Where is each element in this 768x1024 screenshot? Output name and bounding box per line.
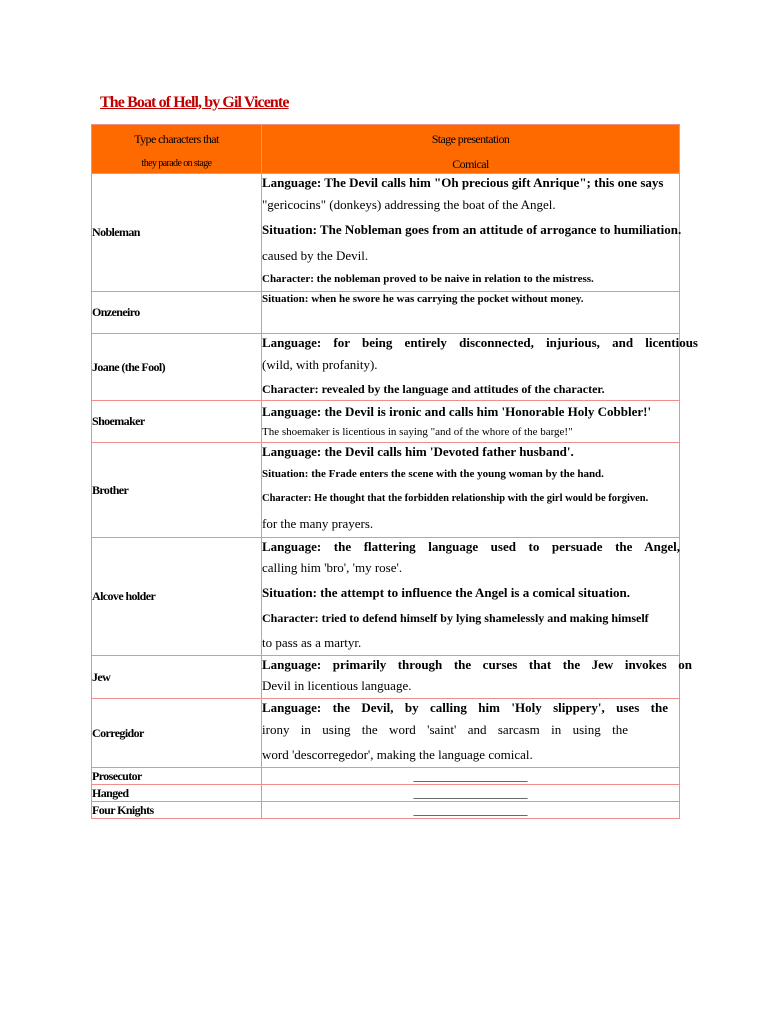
description-cell <box>262 334 698 401</box>
table-row-prosecutor <box>92 768 680 785</box>
table-row-jew <box>92 656 680 699</box>
description-line: word 'descorregedor', making the language comical. <box>262 747 533 762</box>
blank-line: ___________________ <box>262 768 680 785</box>
description-cell <box>262 174 680 292</box>
description-cell <box>262 538 680 656</box>
character-name: Hanged <box>92 785 262 802</box>
table-row-alcove-holder <box>92 538 680 656</box>
description-line: Character: the nobleman proved to be naive in relation to the mistress. <box>262 272 594 285</box>
table-header-row <box>92 125 680 174</box>
description-line: Language: the Devil, by calling him 'Holy slippery', uses the <box>262 700 668 715</box>
description-cell <box>262 656 692 699</box>
table-row-hanged <box>92 785 680 802</box>
description-line: "gericocins" (donkeys) addressing the boat of the Angel. <box>262 196 556 212</box>
character-name: Alcove holder <box>92 538 262 656</box>
table-row-joane <box>92 334 680 401</box>
description-line: Situation: the Frade enters the scene with the young woman by the hand. <box>262 468 604 480</box>
table-row-onzeneiro <box>92 292 680 334</box>
description-line: Situation: the attempt to influence the Angel is a comical situation. <box>262 584 630 600</box>
description-line: Character: tried to defend himself by lying shamelessly and making himself <box>262 610 649 625</box>
document-title: The Boat of Hell, by Gil Vicente <box>100 94 289 111</box>
table-row-shoemaker <box>92 401 680 443</box>
description-line: Language: The Devil calls him "Oh precious gift Anrique"; this one says <box>262 174 664 190</box>
character-name: Nobleman <box>92 174 262 292</box>
header-stage-cell <box>262 125 680 174</box>
header-characters-line1: Type characters that <box>134 132 219 146</box>
table-row-corregidor <box>92 699 680 768</box>
character-name: Shoemaker <box>92 401 262 443</box>
character-name: Prosecutor <box>92 768 262 785</box>
blank-line: ___________________ <box>262 802 680 819</box>
character-name: Brother <box>92 443 262 538</box>
description-line: Situation: when he swore he was carrying the pocket without money. <box>262 293 584 305</box>
characters-table <box>91 124 698 819</box>
description-line: Character: revealed by the language and attitudes of the character. <box>262 382 605 396</box>
table-row-brother <box>92 443 680 538</box>
table-row-four-knights <box>92 802 680 819</box>
description-line: Language: the Devil is ironic and calls him 'Honorable Holy Cobbler!' <box>262 403 652 419</box>
character-name: Onzeneiro <box>92 292 262 334</box>
header-characters-line2: they parade on stage <box>141 158 212 169</box>
description-line: for the many prayers. <box>262 516 374 531</box>
character-name: Jew <box>92 656 262 699</box>
description-cell <box>262 699 680 768</box>
blank-line: ___________________ <box>262 785 680 802</box>
description-cell <box>262 443 680 538</box>
description-line: (wild, with profanity). <box>262 357 378 372</box>
table-row-nobleman <box>92 174 680 292</box>
header-stage-line1: Stage presentation <box>431 132 510 146</box>
description-line: Language: for being entirely disconnected, injurious, and licentious <box>262 335 698 350</box>
character-name: Joane (the Fool) <box>92 334 262 401</box>
header-characters-cell <box>92 125 262 174</box>
description-line: Character: He thought that the forbidden relationship with the girl would be forgiven. <box>262 493 649 504</box>
description-line: to pass as a martyr. <box>262 634 362 650</box>
description-line: Language: the Devil calls him 'Devoted father husband'. <box>262 444 574 459</box>
description-line: Situation: The Nobleman goes from an attitude of arrogance to humiliation. <box>262 221 682 237</box>
description-cell <box>262 292 680 334</box>
description-line: Language: the flattering language used to persuade the Angel, <box>262 538 680 554</box>
description-line: irony in using the word 'saint' and sarcasm in using the <box>262 722 628 737</box>
description-line: Devil in licentious language. <box>262 678 412 693</box>
description-line: The shoemaker is licentious in saying "and of the whore of the barge!" <box>262 425 573 438</box>
description-line: calling him 'bro', 'my rose'. <box>262 559 403 575</box>
character-name: Four Knights <box>92 802 262 819</box>
description-line: caused by the Devil. <box>262 247 369 263</box>
description-line: Language: primarily through the curses that the Jew invokes on <box>262 657 692 672</box>
header-stage-line2: Comical <box>452 157 489 171</box>
character-name: Corregidor <box>92 699 262 768</box>
description-cell <box>262 401 680 443</box>
